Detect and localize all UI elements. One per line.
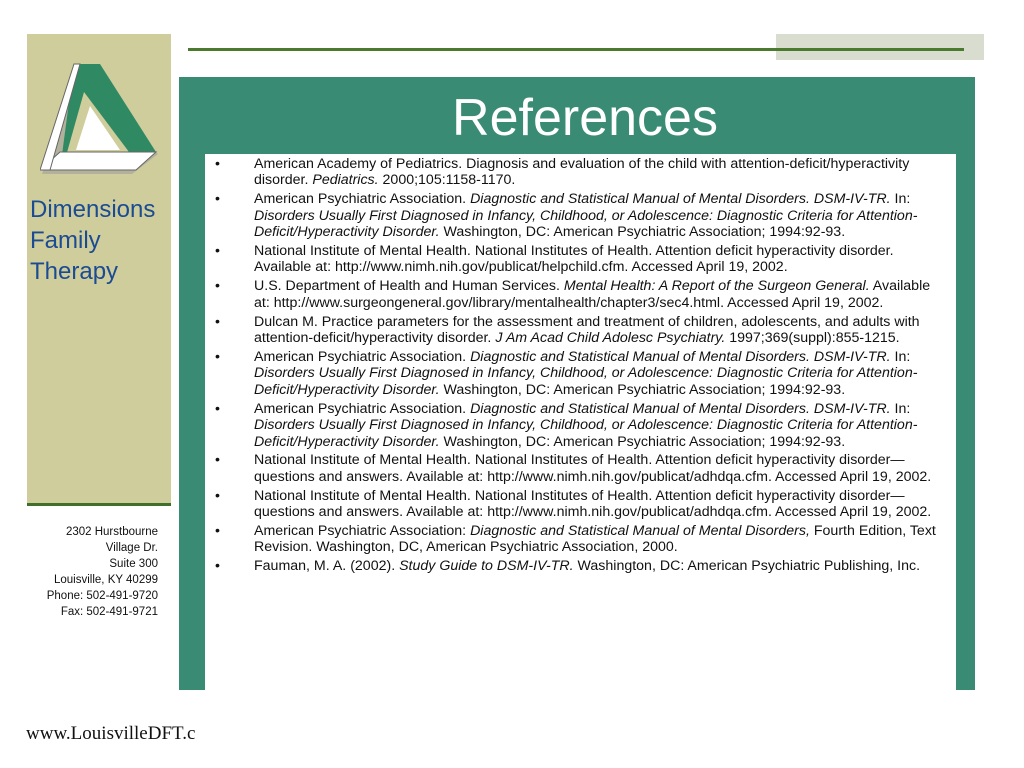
references-list — [205, 156, 945, 577]
reference-text: National Institute of Mental Health. National Institutes of Health. Attention deficit hyperactivity disorder. Available at: http://www.nimh.nih.gov/publicat/helpchild.cfm. Accessed April 19, 2002. — [254, 243, 894, 276]
reference-italic-text: Diagnostic and Statistical Manual of Mental Disorders. DSM-IV-TR. — [470, 400, 891, 417]
reference-text: American Psychiatric Association. — [254, 191, 471, 208]
bullet-icon: • — [215, 558, 220, 575]
brand-name — [30, 194, 170, 287]
reference-item — [205, 523, 945, 556]
address-line: Suite 300 — [109, 558, 158, 570]
reference-item — [205, 156, 945, 189]
bullet-icon: • — [215, 191, 220, 208]
reference-text: American Psychiatric Association. — [254, 348, 471, 365]
reference-italic-text: Pediatrics. — [312, 172, 379, 189]
reference-italic-text: Mental Health: A Report of the Surgeon General. — [563, 278, 870, 295]
reference-text: Available at: http://www.surgeongeneral.gov/library/mentalhealth/chapter3/sec4.html. Accessed April 19, 2002. — [254, 278, 931, 311]
reference-text: 2000;105:1158-1170. — [378, 172, 516, 189]
reference-text: In: — [890, 400, 911, 417]
website-url: www.LouisvilleDFT.c — [26, 723, 196, 744]
reference-text: Washington, DC: American Psychiatric Association; 1994:92-93. — [439, 381, 846, 398]
reference-item — [205, 191, 945, 240]
reference-italic-text: Diagnostic and Statistical Manual of Mental Disorders. DSM-IV-TR. — [470, 348, 891, 365]
reference-text: 1997;369(suppl):855-1215. — [725, 330, 900, 347]
reference-text: American Academy of Pediatrics. Diagnosis and evaluation of the child with attention-deficit/hyperactivity disorder. — [254, 156, 910, 189]
fax-line: Fax: 502-491-9721 — [60, 606, 158, 618]
phone-line: Phone: 502-491-9720 — [46, 590, 158, 602]
reference-item — [205, 452, 945, 485]
address-line: 2302 Hurstbourne — [65, 526, 158, 538]
reference-text: In: — [890, 191, 911, 208]
reference-text: Fauman, M. A. (2002). — [254, 558, 400, 575]
address-line: Village Dr. — [105, 542, 158, 554]
reference-item — [205, 558, 945, 574]
reference-text: Washington, DC: American Psychiatric Association; 1994:92-93. — [439, 224, 846, 241]
top-rule — [188, 48, 964, 51]
sidebar-divider — [27, 503, 171, 506]
brand-line: Family — [30, 227, 101, 254]
reference-text: American Psychiatric Association. — [254, 400, 471, 417]
reference-italic-text: Study Guide to DSM-IV-TR. — [399, 558, 574, 575]
reference-text: In: — [890, 348, 911, 365]
reference-item — [205, 488, 945, 521]
reference-italic-text: Diagnostic and Statistical Manual of Mental Disorders. DSM-IV-TR. — [470, 191, 891, 208]
bullet-icon: • — [215, 278, 220, 295]
reference-italic-text: Disorders Usually First Diagnosed in Infancy, Childhood, or Adolescence: Diagnostic Criteria for Attention-Deficit/Hyperactivity Disorder. — [254, 417, 918, 450]
brand-line: Dimensions — [30, 196, 156, 223]
reference-item — [205, 349, 945, 398]
bullet-icon: • — [215, 452, 220, 469]
top-accent-bar — [776, 34, 984, 60]
bullet-icon: • — [215, 313, 220, 330]
reference-italic-text: Diagnostic and Statistical Manual of Mental Disorders, — [470, 523, 810, 540]
reference-text: Fourth Edition, Text Revision. Washington, DC, American Psychiatric Association, 2000. — [254, 523, 936, 556]
reference-item — [205, 243, 945, 276]
reference-text: Washington, DC: American Psychiatric Publishing, Inc. — [573, 558, 921, 575]
reference-text: Dulcan M. Practice parameters for the assessment and treatment of children, adolescents, and adults with attention-deficit/hyperactivity disorder. — [254, 313, 920, 347]
reference-text: National Institute of Mental Health. National Institutes of Health. Attention deficit hyperactivity disorder—questions and answers. Available at: http://www.nimh.nih.gov/publicat/adhdqa.cfm. Accessed April 19, 2002. — [254, 452, 932, 485]
brand-line: Therapy — [30, 258, 119, 285]
address-line: Louisville, KY 40299 — [54, 574, 158, 586]
bullet-icon: • — [215, 523, 220, 540]
reference-item — [205, 401, 945, 450]
bullet-icon: • — [215, 243, 220, 260]
reference-text: Washington, DC: American Psychiatric Association; 1994:92-93. — [439, 433, 846, 450]
reference-italic-text: Disorders Usually First Diagnosed in Infancy, Childhood, or Adolescence: Diagnostic Criteria for Attention-Deficit/Hyperactivity Disorder. — [254, 207, 918, 241]
reference-item — [205, 278, 945, 311]
bullet-icon: • — [215, 156, 220, 172]
references-content — [205, 154, 956, 768]
reference-text: U.S. Department of Health and Human Services. — [254, 278, 564, 295]
slide-title: References — [452, 89, 718, 147]
reference-text: National Institute of Mental Health. National Institutes of Health. Attention deficit hyperactivity disorder—questions and answers. Available at: http://www.nimh.nih.gov/publicat/adhdqa.cfm. Accessed April 19, 2002. — [254, 487, 932, 521]
reference-text: American Psychiatric Association: — [254, 523, 471, 540]
bullet-icon: • — [215, 487, 220, 504]
reference-italic-text: Disorders Usually First Diagnosed in Infancy, Childhood, or Adolescence: Diagnostic Criteria for Attention-Deficit/Hyperactivity Disorder. — [254, 365, 918, 398]
reference-item — [205, 314, 945, 347]
reference-italic-text: J Am Acad Child Adolesc Psychiatry. — [495, 330, 726, 347]
bullet-icon: • — [215, 400, 220, 417]
dft-logo-icon — [40, 62, 160, 178]
address-block — [27, 524, 158, 620]
bullet-icon: • — [215, 348, 220, 365]
